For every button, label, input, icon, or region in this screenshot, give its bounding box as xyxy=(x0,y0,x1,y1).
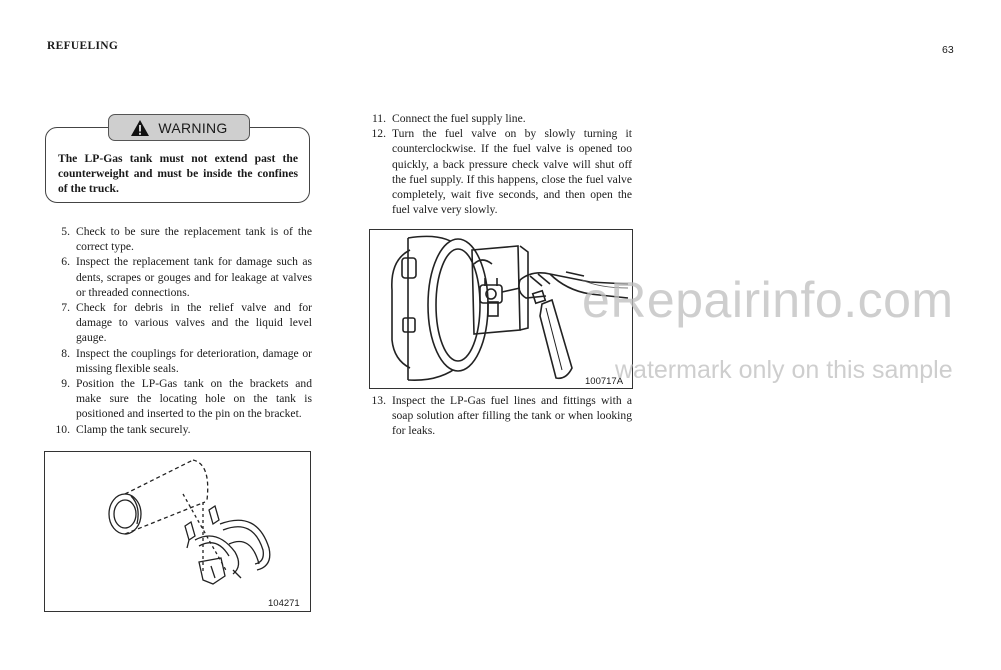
step-item xyxy=(362,126,632,217)
step-text: Clamp the tank securely. xyxy=(76,422,191,436)
section-title: REFUELING xyxy=(47,40,119,52)
step-item xyxy=(46,254,312,300)
page-number: 63 xyxy=(942,44,954,56)
step-text: Check for debris in the relief valve and for damage to various valves and the liquid level gauge. xyxy=(76,301,312,345)
steps-right-bottom xyxy=(362,393,632,439)
step-number: 13. xyxy=(371,394,386,407)
step-text: Inspect the LP-Gas fuel lines and fittings with a soap solution after filling the tank or when looking for leaks. xyxy=(392,394,632,438)
step-item xyxy=(46,300,312,346)
step-item xyxy=(46,376,312,422)
step-text: Position the LP-Gas tank on the brackets and make sure the locating hole on the tank is positioned and inserted to the pin on the bracket. xyxy=(76,377,312,421)
step-number: 6. xyxy=(61,255,70,269)
steps-right-top xyxy=(362,111,632,217)
step-item xyxy=(362,393,632,439)
warning-triangle-icon xyxy=(130,119,150,137)
step-text: Check to be sure the replacement tank is of the correct type. xyxy=(76,225,312,254)
watermark-subtext: watermark only on this sample xyxy=(615,356,953,384)
warning-label: WARNING xyxy=(158,119,228,136)
steps-left xyxy=(46,224,312,437)
step-number: 11. xyxy=(371,112,386,125)
figure-tank-code: 104271 xyxy=(268,598,300,609)
step-number: 5. xyxy=(61,225,70,238)
step-number: 8. xyxy=(61,346,70,360)
step-number: 10. xyxy=(55,422,70,436)
watermark-text: eRepairinfo.com xyxy=(582,272,954,328)
step-number: 7. xyxy=(61,301,70,315)
step-text: Inspect the couplings for deterioration, damage or missing flexible seals. xyxy=(76,346,312,375)
tank-bracket-illustration xyxy=(45,452,310,611)
warning-text: The LP-Gas tank must not extend past the counterweight and must be inside the confines of the truck. xyxy=(58,152,298,195)
step-number: 12. xyxy=(371,127,386,141)
step-number: 9. xyxy=(61,377,70,391)
step-item xyxy=(46,224,312,254)
step-text: Inspect the replacement tank for damage such as dents, scrapes or gouges and for leakage at valves or threaded connections. xyxy=(76,255,312,299)
step-item xyxy=(46,346,312,376)
step-item xyxy=(46,422,312,437)
step-text: Connect the fuel supply line. xyxy=(392,112,526,125)
step-text: Turn the fuel valve on by slowly turning it counterclockwise. If the fuel valve is opened too quickly, a back pressure check valve will shut off the fuel supply. If this happens, close the fuel valve completely, wait five seconds, and then open the fuel valve very slowly. xyxy=(392,127,632,217)
figure-tank-brackets xyxy=(44,451,311,612)
step-item xyxy=(362,111,632,126)
warning-header xyxy=(108,114,250,141)
figure-valve-code: 100717A xyxy=(585,376,624,387)
